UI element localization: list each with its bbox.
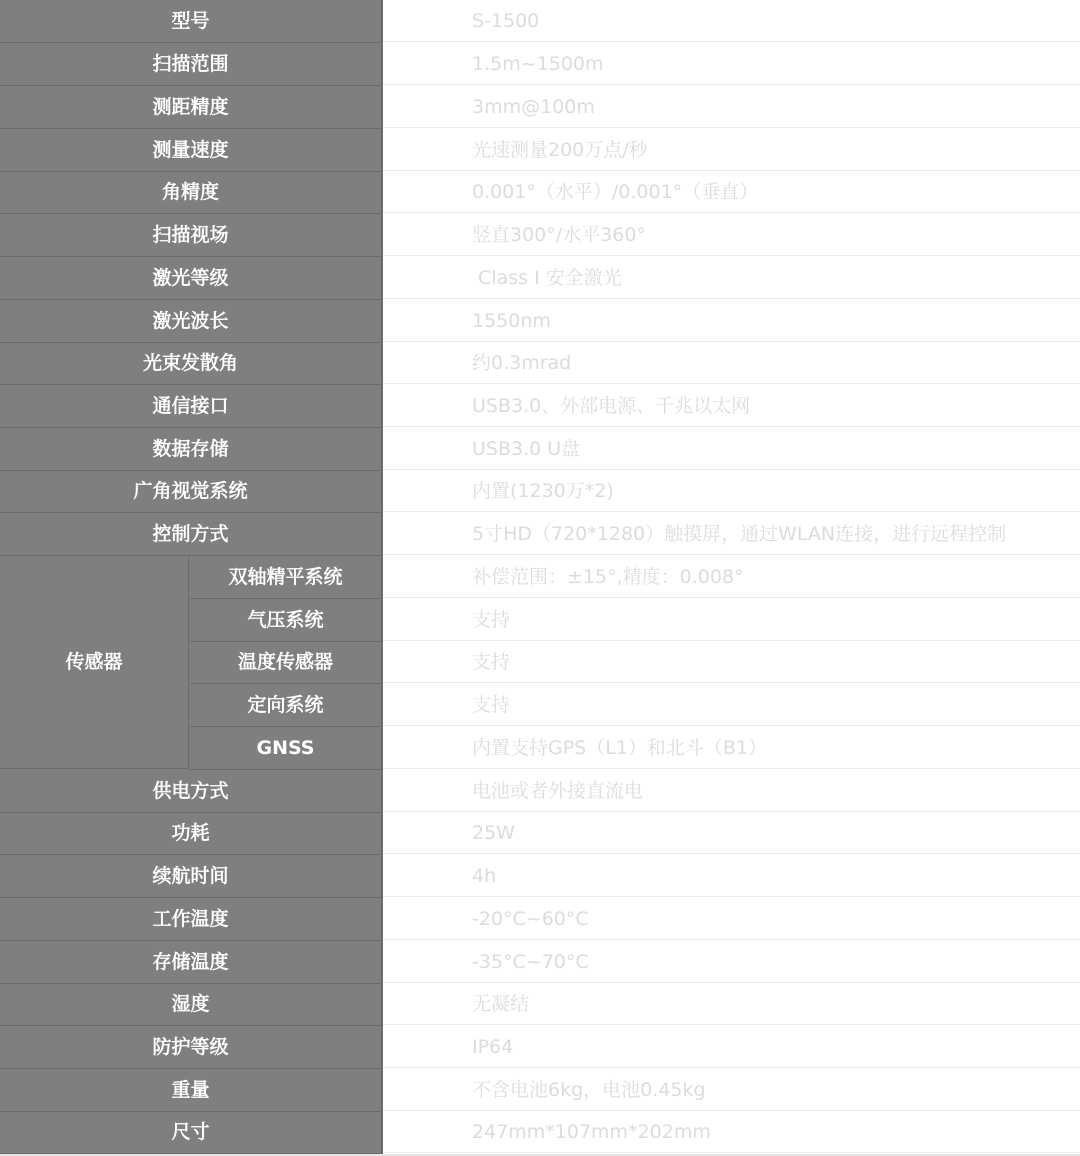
- spec-value: 约0.3mrad: [383, 342, 1080, 384]
- spec-value: 3mm@100m: [383, 86, 1080, 128]
- sensor-label: 温度传感器: [190, 641, 381, 684]
- spec-row-field-of-view: [0, 214, 1080, 257]
- spec-row-control-method: [0, 513, 1080, 556]
- spec-value: 4h: [383, 855, 1080, 897]
- spec-value: IP64: [383, 1026, 1080, 1068]
- spec-row-power-supply: [0, 770, 1080, 813]
- spec-label: 控制方式: [0, 513, 381, 556]
- spec-label: 防护等级: [0, 1026, 381, 1069]
- spec-row-laser-wavelength: [0, 300, 1080, 343]
- spec-row-interfaces: [0, 385, 1080, 428]
- spec-label: 激光等级: [0, 257, 381, 300]
- spec-label: 工作温度: [0, 898, 381, 941]
- sensor-value: 补偿范围：±15°,精度：0.008°: [383, 556, 1080, 598]
- spec-row-vision-system: [0, 470, 1080, 513]
- spec-label: 湿度: [0, 983, 381, 1026]
- sensor-row-barometer: [0, 599, 1080, 642]
- spec-value: -20°C~60°C: [383, 898, 1080, 940]
- sensor-label: 双轴精平系统: [190, 556, 381, 599]
- spec-value: 内置(1230万*2): [383, 470, 1080, 512]
- sensor-label: 定向系统: [190, 684, 381, 727]
- sensor-value: 支持: [383, 641, 1080, 683]
- spec-label: 供电方式: [0, 770, 381, 813]
- spec-row-operating-temperature: [0, 898, 1080, 941]
- sensor-row-gnss: [0, 727, 1080, 770]
- spec-value: S-1500: [383, 0, 1080, 42]
- spec-label: 数据存储: [0, 428, 381, 471]
- spec-row-weight: [0, 1069, 1080, 1112]
- spec-row-scan-range: [0, 43, 1080, 86]
- spec-value: 1550nm: [383, 300, 1080, 342]
- spec-label: 广角视觉系统: [0, 470, 381, 513]
- sensor-value: 内置支持GPS（L1）和北斗（B1）: [383, 727, 1080, 769]
- spec-value: 1.5m~1500m: [383, 43, 1080, 85]
- spec-row-laser-class: [0, 257, 1080, 300]
- spec-row-ranging-accuracy: [0, 86, 1080, 129]
- spec-value: 247mm*107mm*202mm: [383, 1111, 1080, 1153]
- sensor-row-orientation: [0, 684, 1080, 727]
- spec-row-model: [0, 0, 1080, 43]
- spec-row-measurement-speed: [0, 129, 1080, 172]
- sensor-row-leveling: [0, 556, 1080, 599]
- sensor-label: 气压系统: [190, 599, 381, 642]
- spec-value: USB3.0、外部电源、千兆以太网: [383, 385, 1080, 427]
- spec-row-humidity: [0, 983, 1080, 1026]
- spec-row-battery-life: [0, 855, 1080, 898]
- spec-value: USB3.0 U盘: [383, 428, 1080, 470]
- sensor-label: GNSS: [190, 727, 381, 770]
- spec-label: 存储温度: [0, 941, 381, 984]
- spec-row-power-consumption: [0, 812, 1080, 855]
- spec-row-data-storage: [0, 428, 1080, 471]
- spec-value: -35°C~70°C: [383, 941, 1080, 983]
- spec-row-angular-accuracy: [0, 171, 1080, 214]
- spec-value: Class Ⅰ 安全激光: [383, 257, 1080, 299]
- spec-label: 通信接口: [0, 385, 381, 428]
- spec-label: 扫描视场: [0, 214, 381, 257]
- spec-label: 型号: [0, 0, 381, 43]
- spec-row-beam-divergence: [0, 342, 1080, 385]
- spec-row-protection-rating: [0, 1026, 1080, 1069]
- spec-label: 重量: [0, 1069, 381, 1112]
- spec-value: 竖直300°/水平360°: [383, 214, 1080, 256]
- spec-value: 光速测量200万点/秒: [383, 129, 1080, 171]
- spec-value: 25W: [383, 812, 1080, 854]
- spec-label: 测量速度: [0, 129, 381, 172]
- spec-value: 无凝结: [383, 983, 1080, 1025]
- spec-value: 不含电池6kg，电池0.45kg: [383, 1069, 1080, 1111]
- sensor-row-temperature: [0, 641, 1080, 684]
- spec-label: 激光波长: [0, 300, 381, 343]
- sensor-group-label: 传感器: [0, 556, 189, 769]
- spec-label: 角精度: [0, 171, 381, 214]
- spec-label: 扫描范围: [0, 43, 381, 86]
- spec-label: 续航时间: [0, 855, 381, 898]
- sensor-value: 支持: [383, 684, 1080, 726]
- spec-label: 功耗: [0, 812, 381, 855]
- sensor-value: 支持: [383, 599, 1080, 641]
- spec-label: 光束发散角: [0, 342, 381, 385]
- spec-row-dimensions: [0, 1111, 1080, 1154]
- spec-label: 尺寸: [0, 1111, 381, 1154]
- spec-value: 5寸HD（720*1280）触摸屏，通过WLAN连接，进行远程控制: [383, 513, 1080, 555]
- spec-row-storage-temperature: [0, 941, 1080, 984]
- spec-label: 测距精度: [0, 86, 381, 129]
- spec-value: 电池或者外接直流电: [383, 770, 1080, 812]
- spec-value: 0.001°（水平）/0.001°（垂直）: [383, 171, 1080, 213]
